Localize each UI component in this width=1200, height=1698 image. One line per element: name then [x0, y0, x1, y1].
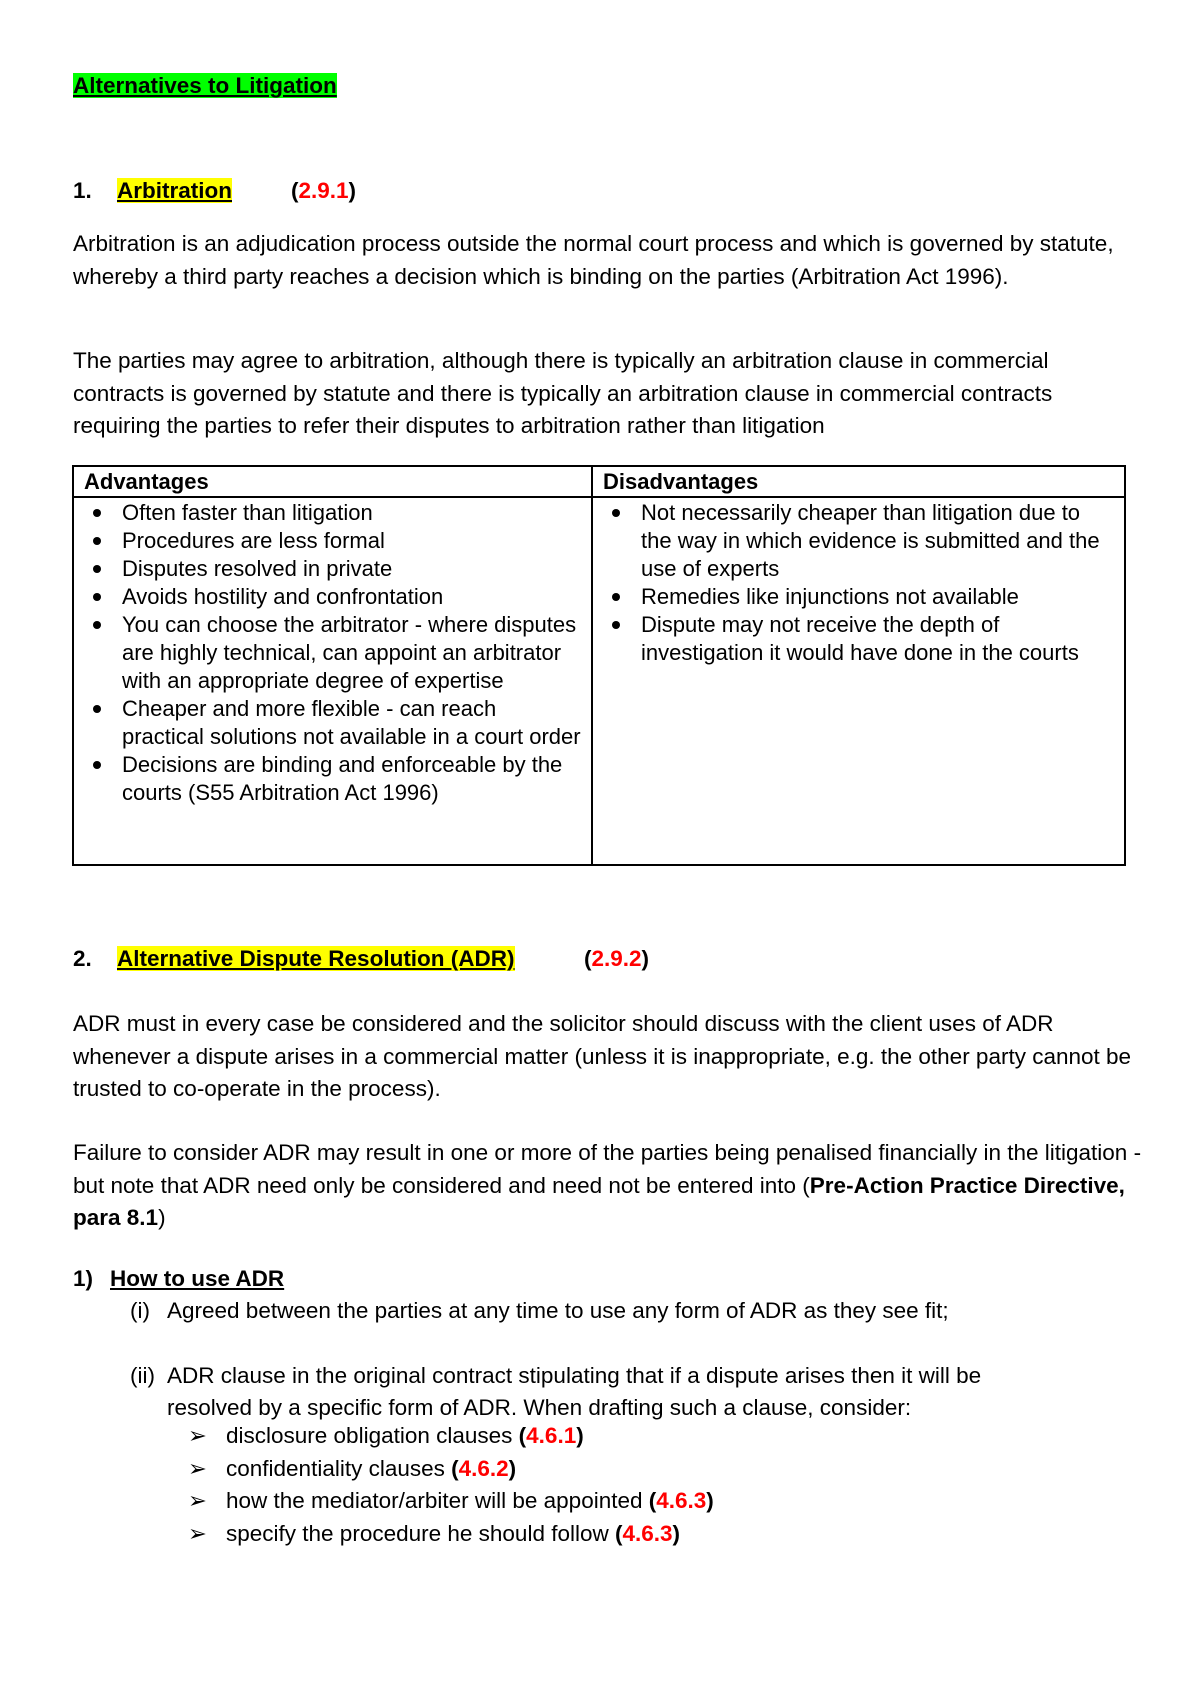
- section-1-paragraph-2: The parties may agree to arbitration, although there is typically an arbitration clause in commercial contracts is governed by statute and there is typically an arbitration clause in commercial contracts requiring the parties to refer their disputes to arbitration rather than litigation: [73, 348, 1053, 438]
- section-2-paragraph-2: [73, 1137, 1143, 1235]
- section-1-title: [117, 177, 232, 205]
- section-1-ref: 2.9.1: [298, 178, 349, 203]
- list-item-ref: 4.6.3: [656, 1488, 707, 1513]
- section-2-ref: 2.9.2: [591, 946, 642, 971]
- section-1-number: 1.: [73, 178, 92, 203]
- subsection-1-title: How to use ADR: [110, 1266, 285, 1291]
- page-title: [73, 72, 337, 100]
- list-item: [84, 499, 581, 527]
- subsection-1-heading: [73, 1265, 93, 1293]
- section-2-heading: [73, 945, 92, 973]
- list-item-text: Cheaper and more flexible - can reach practical solutions not available in a court order: [122, 696, 581, 749]
- advantages-disadvantages-table: [72, 465, 1126, 866]
- section-2-title-text: Alternative Dispute Resolution (ADR): [117, 946, 515, 971]
- list-item-text: Disputes resolved in private: [122, 556, 393, 581]
- list-item: [84, 555, 581, 583]
- item-ii-line-2: resolved by a specific form of ADR. When drafting such a clause, consider:: [167, 1395, 912, 1420]
- practice-directive-reference: Pre-Action Practice Directive, para 8.1: [73, 1172, 1125, 1230]
- section-1-heading: [73, 177, 92, 205]
- arrow-bullet-icon: ➢: [188, 1423, 207, 1448]
- list-item-text: Dispute may not receive the depth of investigation it would have done in the courts: [641, 612, 1079, 665]
- advantages-header: Advantages: [73, 466, 592, 497]
- disadvantages-header: Disadvantages: [592, 466, 1125, 497]
- list-item: [603, 611, 1114, 667]
- bullet-icon: [93, 705, 101, 713]
- section-2-number: 2.: [73, 946, 92, 971]
- subsection-1-number: 1): [73, 1266, 94, 1291]
- list-item-text: Procedures are less formal: [122, 528, 385, 553]
- item-i-label: (i): [130, 1298, 150, 1323]
- list-item: [84, 751, 581, 807]
- list-item-ref: 4.6.1: [526, 1423, 577, 1448]
- list-item: ➢ confidentiality clauses (4.6.2): [188, 1453, 714, 1486]
- list-item-ref: 4.6.2: [458, 1455, 509, 1481]
- list-item-text: disclosure obligation clauses: [226, 1423, 519, 1448]
- item-ii-line-1: ADR clause in the original contract stipulating that if a dispute arises then it will be: [167, 1363, 982, 1388]
- list-item: [84, 695, 581, 751]
- list-item-text: Not necessarily cheaper than litigation due to the way in which evidence is submitted and the use of experts: [641, 500, 1100, 581]
- arrow-bullet-icon: ➢: [188, 1520, 207, 1546]
- bullet-icon: [93, 761, 101, 769]
- list-item: [84, 527, 581, 555]
- bullet-icon: [93, 509, 101, 517]
- clause-considerations-list: [188, 1420, 714, 1550]
- list-item-text: Avoids hostility and confrontation: [122, 584, 444, 609]
- bullet-icon: [612, 621, 620, 629]
- advantages-list: [84, 499, 581, 807]
- bullet-icon: [93, 593, 101, 601]
- bullet-icon: [93, 621, 101, 629]
- page-title-text: Alternatives to Litigation: [73, 73, 337, 98]
- list-item: [603, 499, 1114, 583]
- list-item-text: Decisions are binding and enforceable by the courts (S55 Arbitration Act 1996): [122, 752, 563, 805]
- table-header-row: [73, 466, 1125, 497]
- section-2-paragraph-2-end: ): [158, 1205, 166, 1230]
- list-item: [84, 583, 581, 611]
- bullet-icon: [612, 509, 620, 517]
- section-2-title: [117, 945, 515, 973]
- list-item-text: specify the procedure he should follow: [226, 1520, 615, 1546]
- item-ii-label: (ii): [130, 1363, 155, 1388]
- section-1-reference: (2.9.1): [291, 178, 357, 203]
- list-item: [84, 611, 581, 695]
- list-item: [603, 583, 1114, 611]
- bullet-icon: [612, 593, 620, 601]
- list-item-text: how the mediator/arbiter will be appointed: [226, 1488, 649, 1513]
- table-row: [73, 497, 1125, 865]
- list-item-text: confidentiality clauses: [226, 1455, 452, 1481]
- list-item-text: Remedies like injunctions not available: [641, 584, 1019, 609]
- list-item-ref: 4.6.3: [622, 1520, 673, 1546]
- section-2-reference: (2.9.2): [584, 946, 650, 971]
- list-item-text: Often faster than litigation: [122, 500, 373, 525]
- section-1-paragraph-1: Arbitration is an adjudication process outside the normal court process and which is governed by statute, whereby a third party reaches a decision which is binding on the parties (Arbitration Act 1996).: [73, 231, 1114, 289]
- section-2-paragraph-2-start: Failure to consider ADR may result in one or more of the parties being penalised financially in the litigation - but note that ADR need only be considered and need not be entered into (: [73, 1140, 1142, 1198]
- bullet-icon: [93, 537, 101, 545]
- list-item: ➢ how the mediator/arbiter will be appointed (4.6.3): [188, 1485, 714, 1518]
- list-item: ➢ specify the procedure he should follow (4.6.3): [188, 1518, 714, 1551]
- list-item-text: You can choose the arbitrator - where disputes are highly technical, can appoint an arbitrator with an appropriate degree of expertise: [122, 612, 577, 693]
- section-1-title-text: Arbitration: [117, 178, 232, 203]
- item-i-text: Agreed between the parties at any time to use any form of ADR as they see fit;: [167, 1298, 949, 1323]
- bullet-icon: [93, 565, 101, 573]
- disadvantages-list: [603, 499, 1114, 667]
- section-2-paragraph-1: ADR must in every case be considered and the solicitor should discuss with the client uses of ADR whenever a dispute arises in a commercial matter (unless it is inappropriate, e.g. the other party cannot be trusted to co-operate in the process).: [73, 1011, 1132, 1101]
- arrow-bullet-icon: ➢: [188, 1455, 207, 1481]
- list-item: ➢ disclosure obligation clauses (4.6.1): [188, 1420, 714, 1453]
- disadvantages-cell: [592, 497, 1125, 865]
- advantages-cell: [73, 497, 592, 865]
- arrow-bullet-icon: ➢: [188, 1488, 207, 1513]
